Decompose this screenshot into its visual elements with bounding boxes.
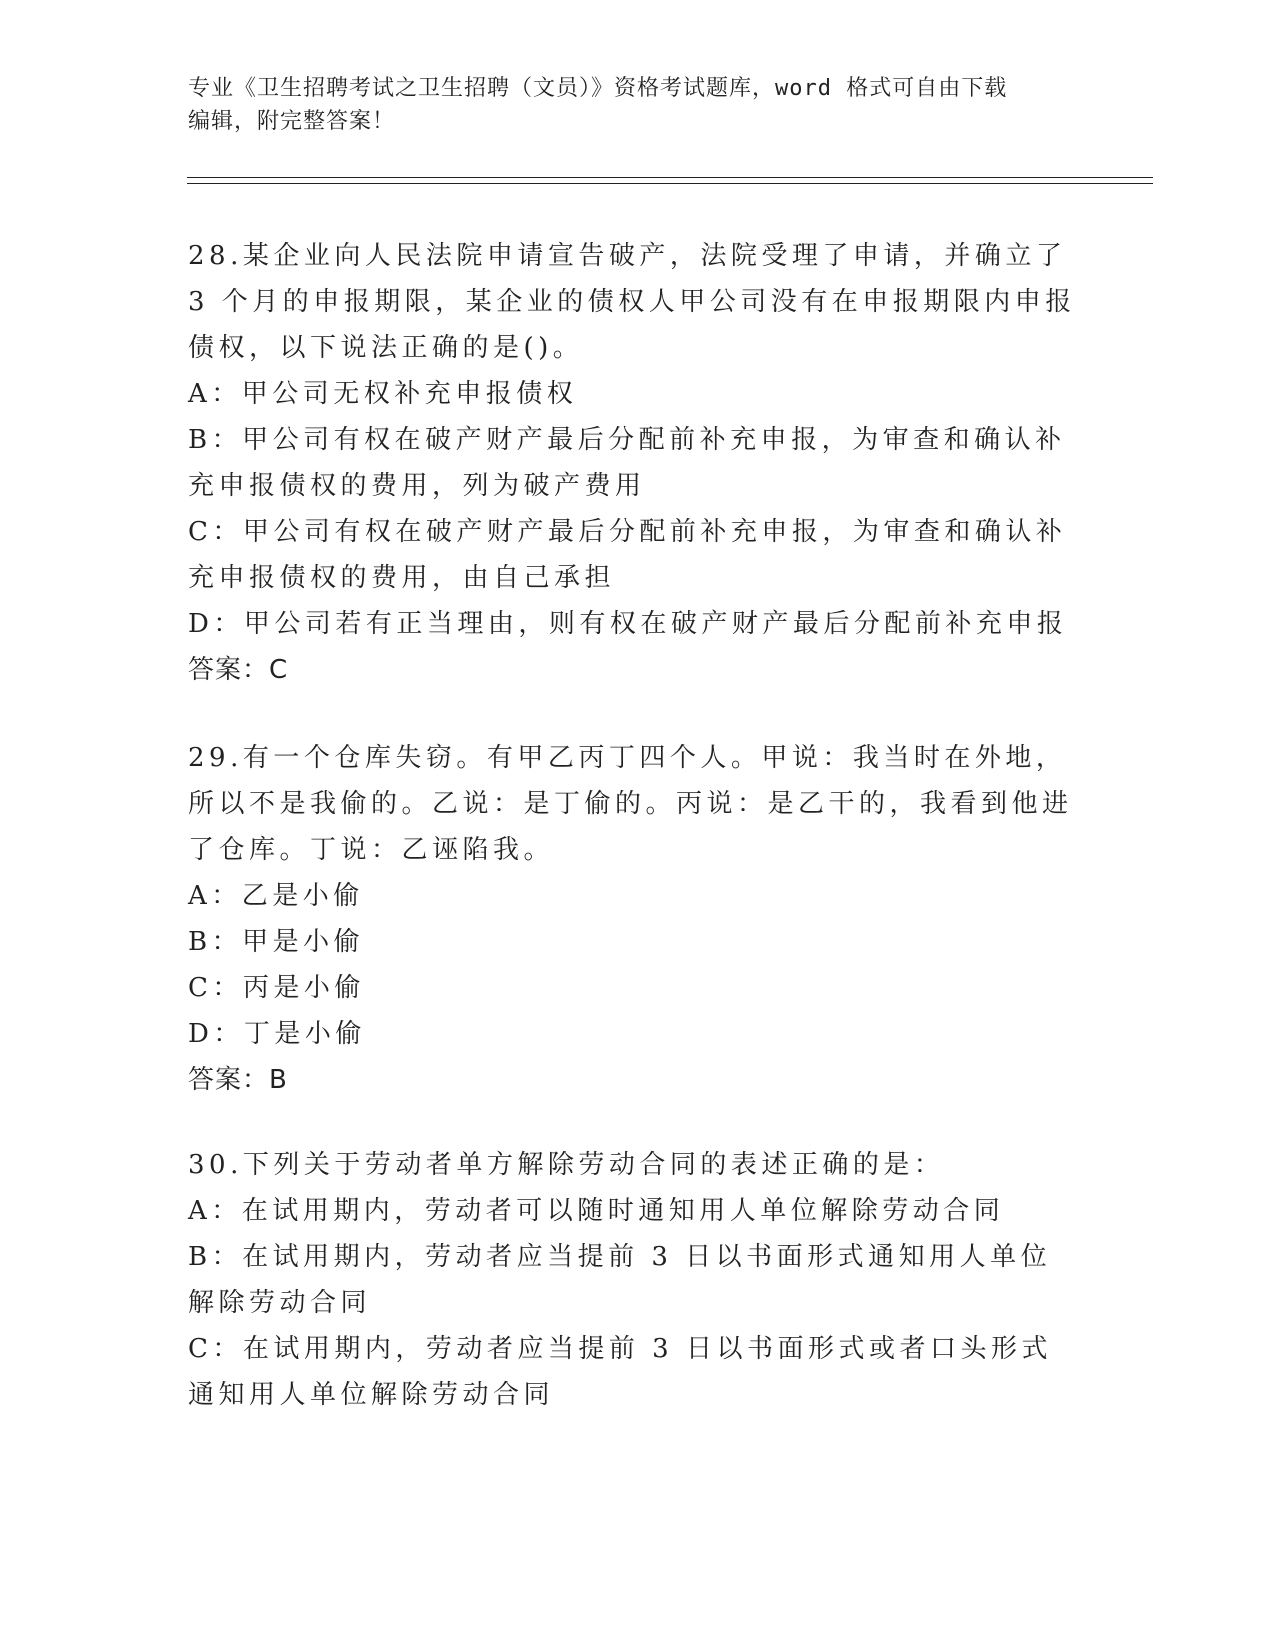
option-d: D：甲公司若有正当理由，则有权在破产财产最后分配前补充申报 [188,609,1068,639]
option-c: C：丙是小偷 [188,973,365,1003]
document-header [188,72,1088,138]
question-30 [188,1142,1078,1418]
answer-line: 答案：C [188,655,289,685]
question-stem: 30.下列关于劳动者单方解除劳动合同的表述正确的是： [188,1150,945,1180]
question-29 [188,735,1078,1103]
option-a: A：在试用期内，劳动者可以随时通知用人单位解除劳动合同 [188,1196,1005,1226]
question-stem: 28.某企业向人民法院申请宣告破产，法院受理了申请，并确立了 3 个月的申报期限，某企业的债权人甲公司没有在申报期限内申报债权，以下说法正确的是()。 [188,241,1076,363]
option-d: D：丁是小偷 [188,1019,366,1049]
option-a: A：乙是小偷 [188,881,364,911]
option-c: C：在试用期内，劳动者应当提前 3 日以书面形式或者口头形式通知用人单位解除劳动合同 [188,1334,1052,1410]
option-b: B：甲是小偷 [188,927,365,957]
answer-line: 答案：B [188,1065,288,1095]
header-divider-bottom [187,183,1153,184]
option-a: A：甲公司无权补充申报债权 [188,379,578,409]
option-b: B：甲公司有权在破产财产最后分配前补充申报，为审查和确认补充申报债权的费用，列为破产费用 [188,425,1066,501]
question-28 [188,233,1078,693]
header-divider-top [187,177,1153,178]
option-c: C：甲公司有权在破产财产最后分配前补充申报，为审查和确认补充申报债权的费用，由自己承担 [188,517,1067,593]
header-line-1: 专业《卫生招聘考试之卫生招聘（文员）》资格考试题库，word 格式可自由下载 [188,76,1008,101]
header-line-2: 编辑，附完整答案！ [188,109,396,134]
option-b: B：在试用期内，劳动者应当提前 3 日以书面形式通知用人单位解除劳动合同 [188,1242,1052,1318]
question-stem: 29.有一个仓库失窃。有甲乙丙丁四个人。甲说：我当时在外地，所以不是我偷的。乙说：是丁偷的。丙说：是乙干的，我看到他进了仓库。丁说：乙诬陷我。 [188,743,1073,865]
